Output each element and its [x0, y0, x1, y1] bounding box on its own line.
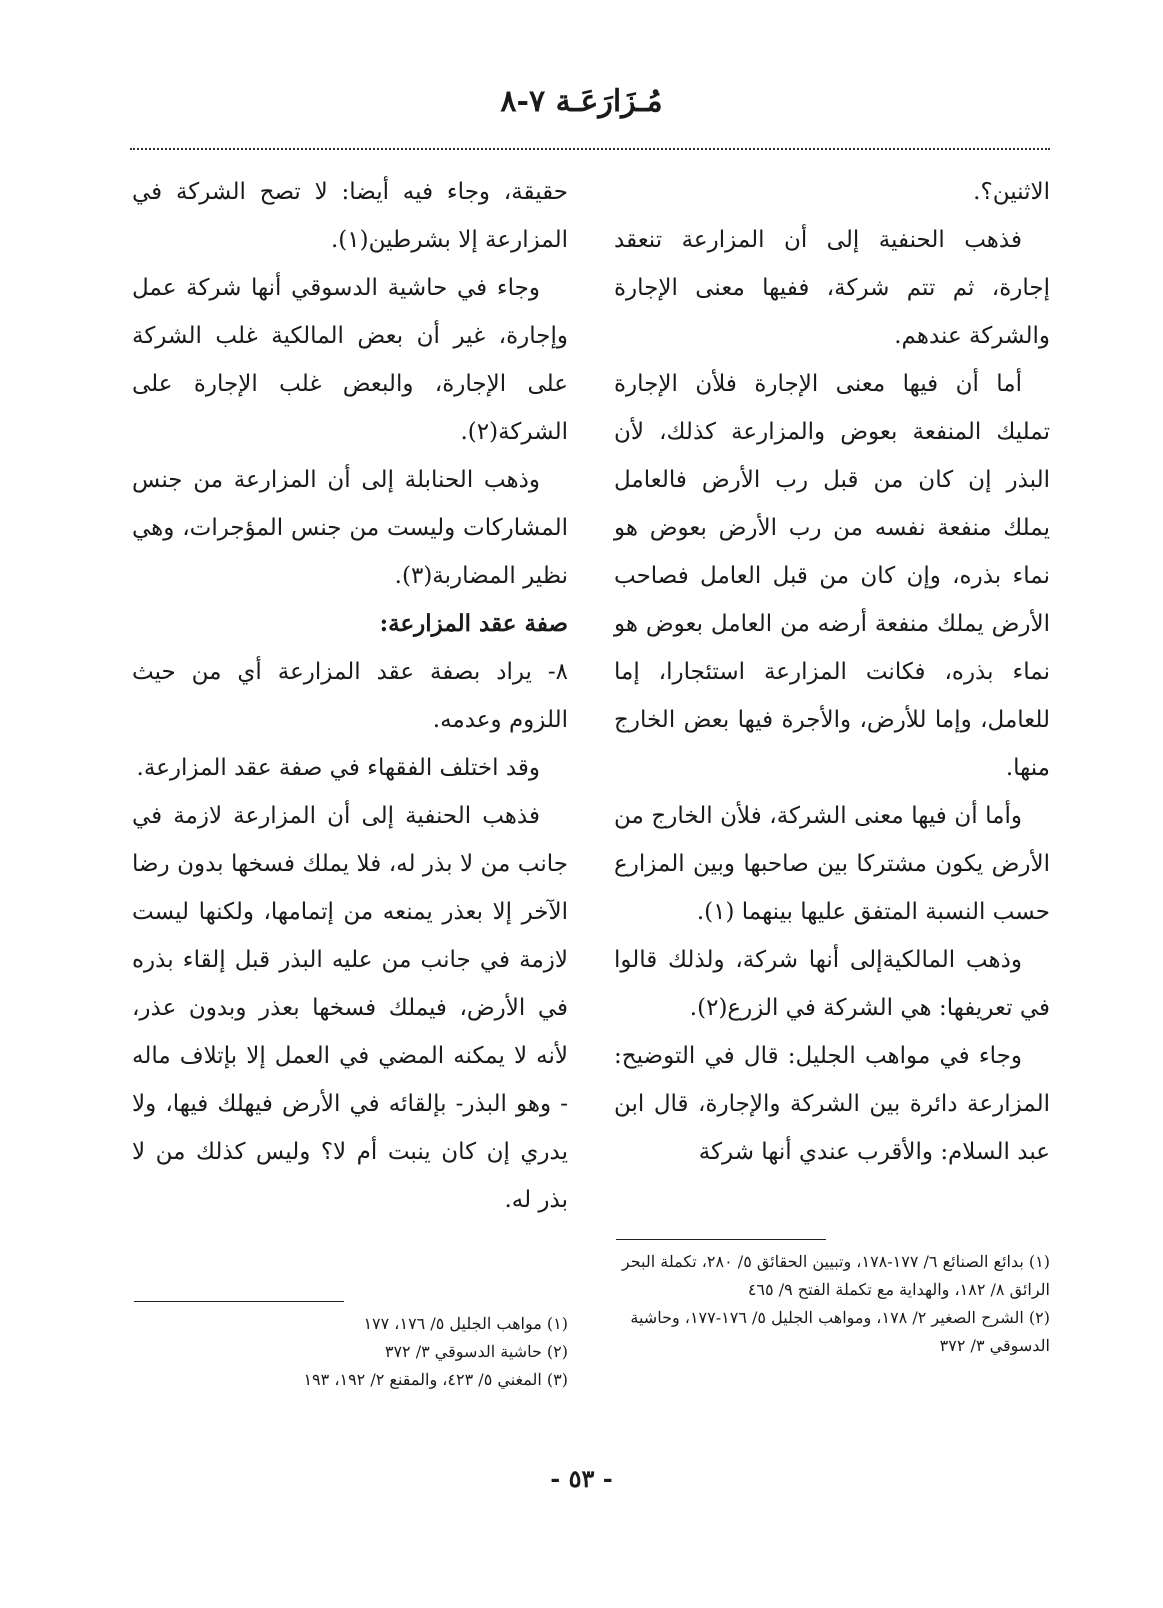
paragraph: ٨- يراد بصفة عقد المزارعة أي من حيث اللزوم وعدمه.: [132, 659, 568, 733]
footnote: (٣) المغني ٥/ ٤٢٣، والمقنع ٢/ ١٩٢، ١٩٣: [303, 1370, 568, 1389]
paragraph: الاثنين؟.: [973, 179, 1050, 205]
footnote: (٢) الشرح الصغير ٢/ ١٧٨، ومواهب الجليل ٥/ ١٧٦-١٧٧، وحاشية الدسوقي ٣/ ٣٧٢: [630, 1308, 1050, 1355]
footnote: (١) بدائع الصنائع ٦/ ١٧٧-١٧٨، وتبيين الحقائق ٥/ ٢٨٠، تكملة البحر الرائق ٨/ ١٨٢، والهداية مع تكملة الفتح ٩/ ٤٦٥: [621, 1252, 1050, 1299]
footnotes-left: [132, 1301, 568, 1394]
paragraph: أما أن فيها معنى الإجارة فلأن الإجارة تمليك المنفعة بعوض والمزارعة كذلك، لأن البذر إن كان من قبل رب الأرض فالعامل يملك منفعة نفسه من رب الأرض بعوض هو نماء بذره، وإن كان من قبل العامل فصاحب الأرض يملك منفعة أرضه من العامل بعوض هو نماء بذره، فكانت المزارعة استئجارا، إما للعامل، وإما للأرض، والأجرة فيها بعض الخارج منها.: [614, 371, 1050, 781]
paragraph: وقد اختلف الفقهاء في صفة عقد المزارعة.: [136, 755, 540, 781]
footnotes-right: [614, 1239, 1050, 1360]
paragraph: وذهب المالكيةإلى أنها شركة، ولذلك قالوا في تعريفها: هي الشركة في الزرع(٢).: [614, 947, 1050, 1021]
right-text-column: [614, 168, 1050, 1176]
footnote-divider: [134, 1301, 344, 1302]
paragraph: وأما أن فيها معنى الشركة، فلأن الخارج من الأرض يكون مشتركا بين صاحبها وبين المزارع حسب النسبة المتفق عليها بينهما (١).: [614, 803, 1050, 925]
footnote: (٢) حاشية الدسوقي ٣/ ٣٧٢: [384, 1342, 568, 1361]
paragraph: فذهب الحنفية إلى أن المزارعة لازمة في جانب من لا بذر له، فلا يملك فسخها بدون رضا الآخر إلا بعذر يمنعه من إتمامها، ولكنها ليست لازمة في جانب من عليه البذر قبل إلقاء بذره في الأرض، فيملك فسخها بعذر وبدون عذر، لأنه لا يمكنه المضي في العمل إلا بإتلاف ماله - وهو البذر- بإلقائه في الأرض فيهلك فيها، ولا يدري إن كان ينبت أم لا؟ وليس كذلك من لا بذر له.: [132, 803, 568, 1213]
section-heading: صفة عقد المزارعة:: [379, 610, 568, 637]
paragraph: وجاء في مواهب الجليل: قال في التوضيح: المزارعة دائرة بين الشركة والإجارة، قال ابن عبد السلام: والأقرب عندي أنها شركة: [614, 1043, 1050, 1165]
left-text-column: [132, 168, 568, 1224]
page-header-title: مُـزَارَعَـة ٧-٨: [500, 84, 663, 119]
page-number: - ٥٣ -: [550, 1464, 613, 1493]
paragraph: وذهب الحنابلة إلى أن المزارعة من جنس المشاركات وليست من جنس المؤجرات، وهي نظير المضاربة(٣).: [132, 467, 568, 589]
paragraph: وجاء في حاشية الدسوقي أنها شركة عمل وإجارة، غير أن بعض المالكية غلب الشركة على الإجارة، والبعض غلب الإجارة على الشركة(٢).: [132, 275, 568, 445]
footnote-divider: [616, 1239, 826, 1240]
header-dotted-divider: [130, 148, 1050, 150]
footnote: (١) مواهب الجليل ٥/ ١٧٦، ١٧٧: [363, 1314, 568, 1333]
paragraph: فذهب الحنفية إلى أن المزارعة تنعقد إجارة، ثم تتم شركة، ففيها معنى الإجارة والشركة عندهم.: [614, 227, 1050, 349]
paragraph: حقيقة، وجاء فيه أيضا: لا تصح الشركة في المزارعة إلا بشرطين(١).: [132, 179, 568, 253]
